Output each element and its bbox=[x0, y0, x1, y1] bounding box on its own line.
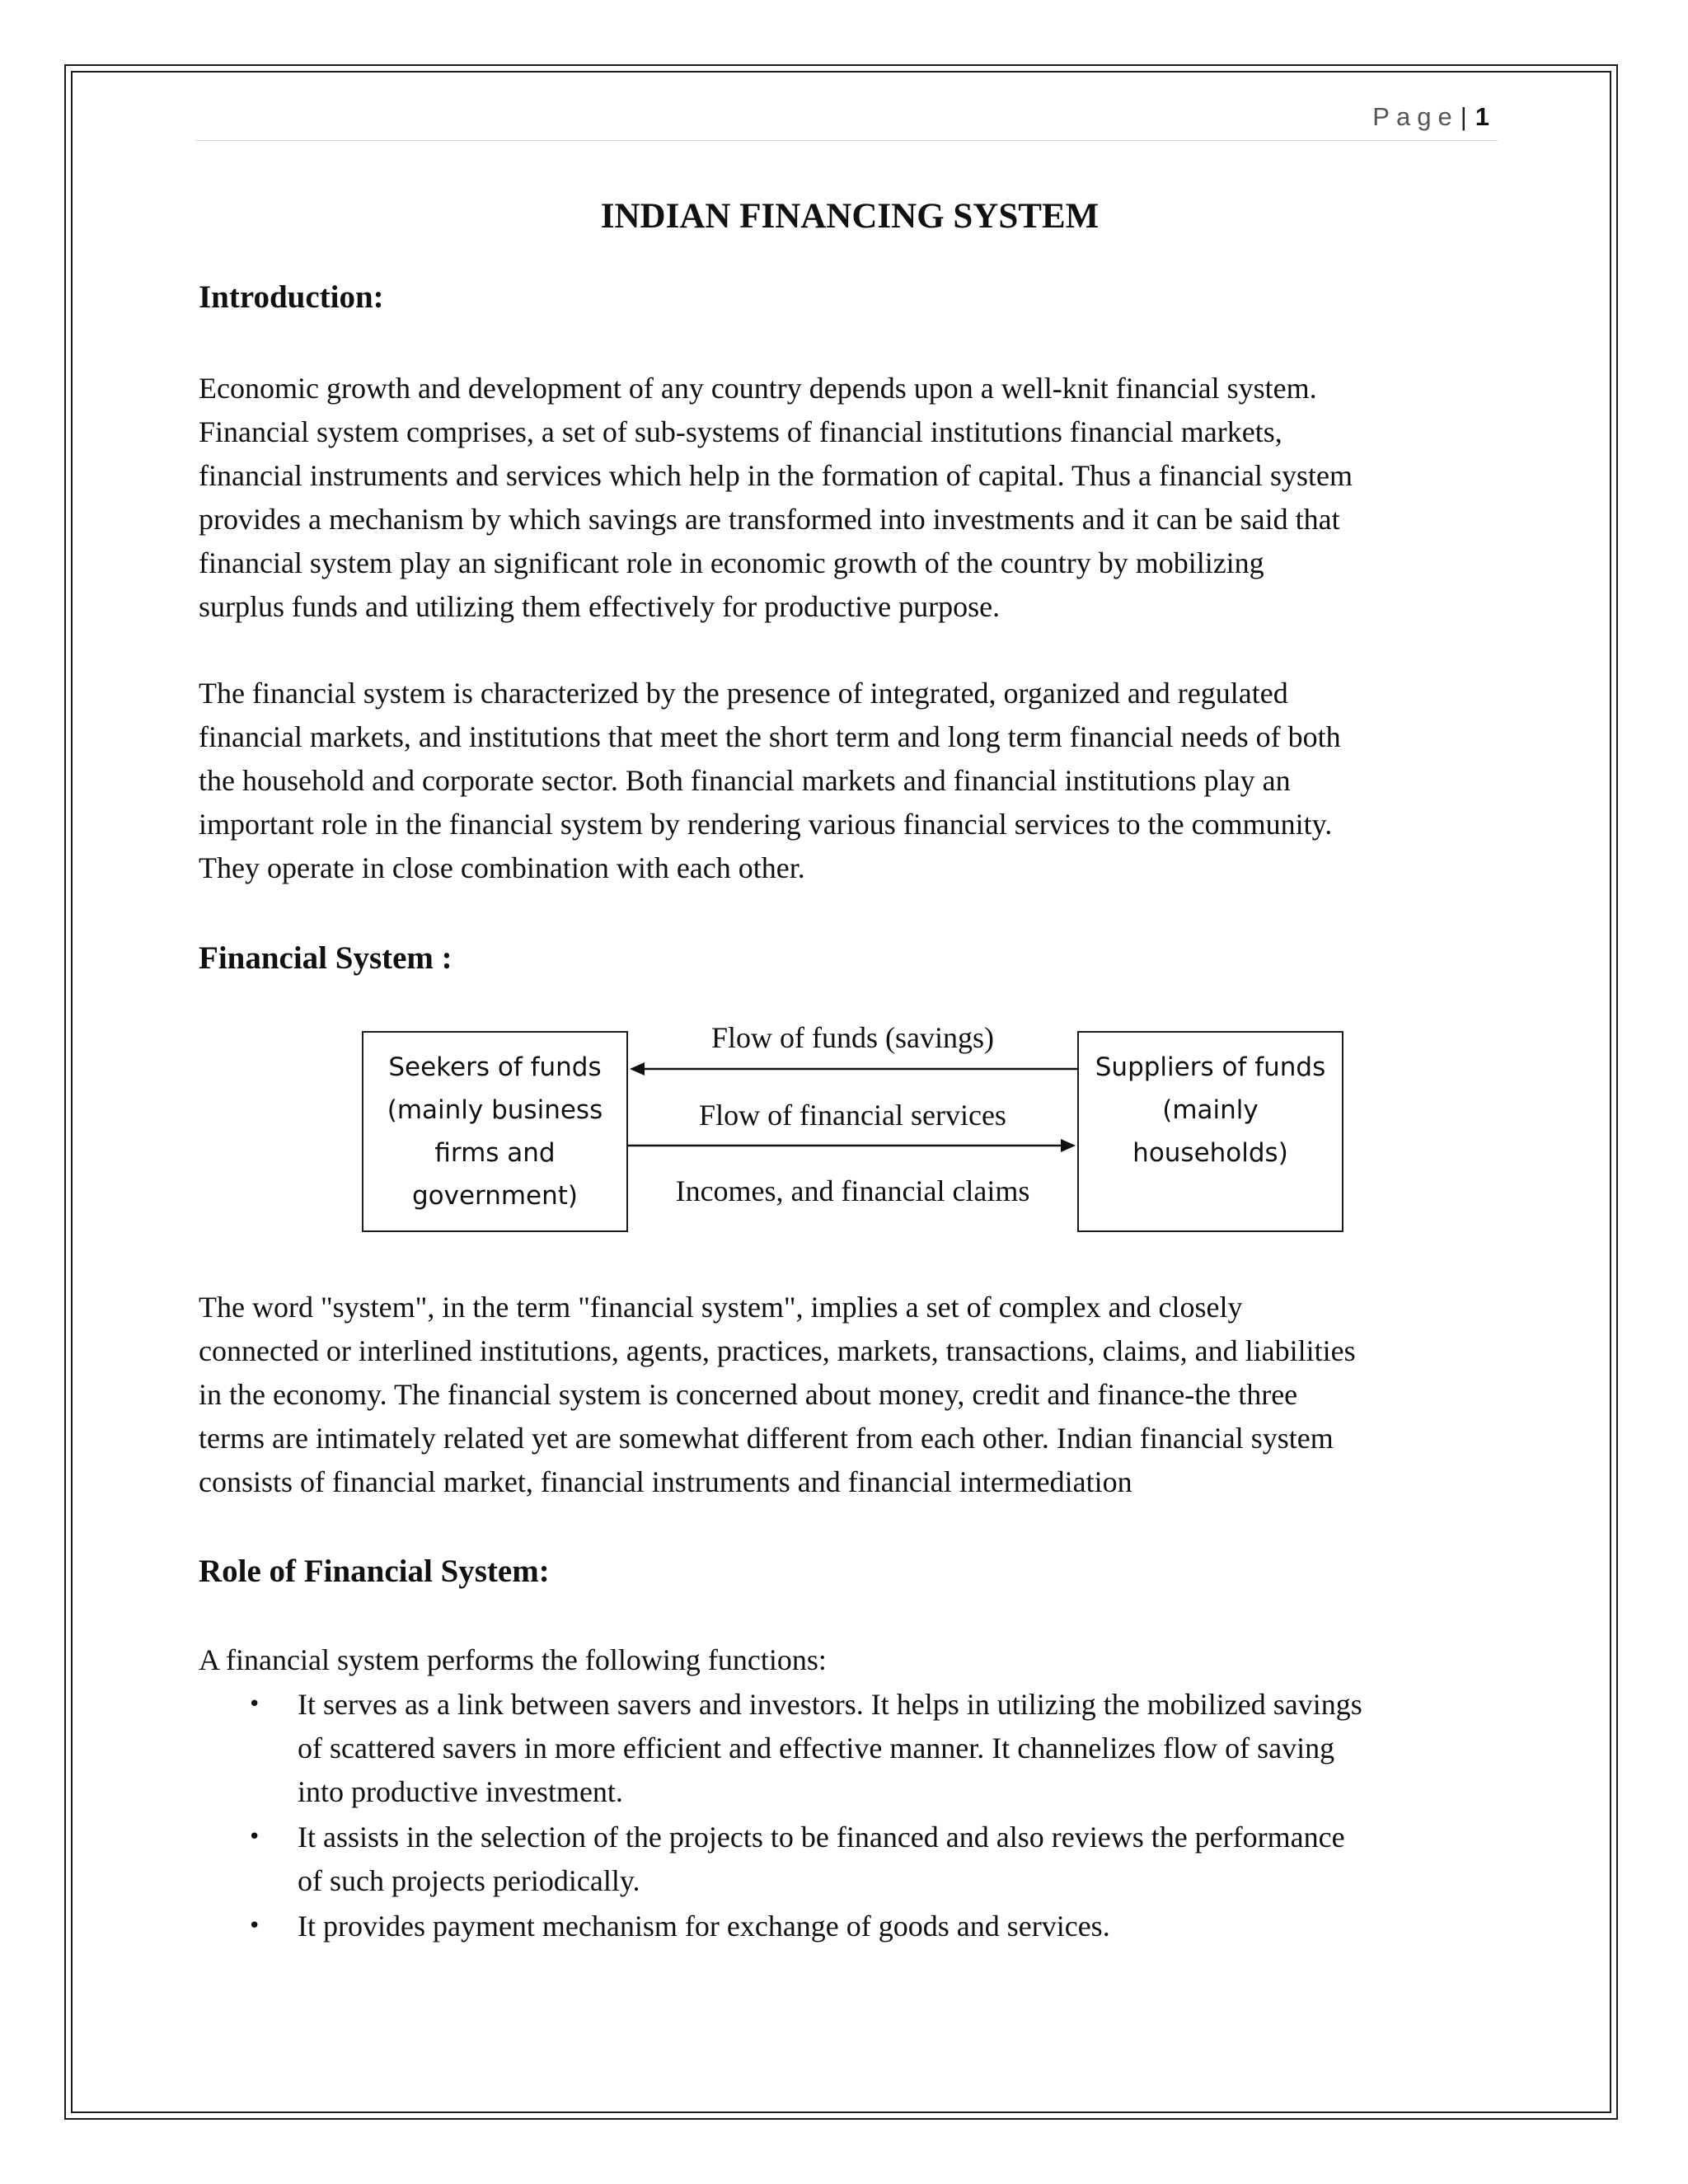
text-line: They operate in close combination with each other. bbox=[199, 851, 805, 884]
document-title: INDIAN FINANCING SYSTEM bbox=[600, 197, 1100, 236]
flow-of-services-label: Flow of financial services bbox=[699, 1099, 1006, 1132]
box-line: (mainly business bbox=[387, 1095, 603, 1125]
text-line: It assists in the selection of the projects to be financed and also reviews the performance bbox=[298, 1821, 1345, 1854]
text-line: The word "system", in the term "financial system", implies a set of complex and closely bbox=[199, 1291, 1243, 1324]
text-line: important role in the financial system by rendering various financial services to the community. bbox=[199, 808, 1333, 841]
text-line: of scattered savers in more efficient and effective manner. It channelizes flow of saving bbox=[298, 1732, 1335, 1765]
text-line: of such projects periodically. bbox=[298, 1864, 640, 1897]
text-line: the household and corporate sector. Both financial markets and financial institutions play an bbox=[199, 764, 1291, 797]
suppliers-of-funds-box bbox=[1077, 1031, 1343, 1232]
introduction-heading: Introduction: bbox=[199, 279, 384, 315]
text-line: Financial system comprises, a set of sub-systems of financial institutions financial markets, bbox=[199, 415, 1282, 448]
text-line: financial instruments and services which help in the formation of capital. Thus a financial system bbox=[199, 459, 1353, 492]
seekers-of-funds-box bbox=[362, 1031, 628, 1232]
arrow-left-icon bbox=[630, 1062, 1077, 1076]
incomes-claims-label: Incomes, and financial claims bbox=[675, 1174, 1030, 1207]
flow-of-funds-label: Flow of funds (savings) bbox=[711, 1021, 994, 1054]
role-bullet-list bbox=[199, 1683, 1501, 1950]
page-word: Page bbox=[1372, 102, 1459, 131]
introduction-paragraph-2 bbox=[199, 672, 1501, 890]
box-line: firms and bbox=[434, 1138, 556, 1168]
role-heading: Role of Financial System: bbox=[199, 1554, 550, 1589]
bullet-icon: • bbox=[248, 1692, 261, 1717]
box-line: government) bbox=[411, 1181, 579, 1211]
financial-system-paragraph bbox=[199, 1286, 1501, 1504]
box-line: Suppliers of funds bbox=[1095, 1052, 1326, 1082]
text-line: into productive investment. bbox=[298, 1775, 623, 1808]
page-separator: | bbox=[1460, 102, 1467, 131]
box-line: households) bbox=[1132, 1138, 1288, 1168]
text-line: It serves as a link between savers and investors. It helps in utilizing the mobilized savings bbox=[298, 1688, 1362, 1721]
text-line: financial markets, and institutions that meet the short term and long term financial needs of both bbox=[199, 720, 1341, 753]
list-item bbox=[199, 1816, 1501, 1903]
role-intro: A financial system performs the following functions: bbox=[199, 1643, 827, 1676]
page-number-label bbox=[1372, 102, 1489, 132]
text-line: surplus funds and utilizing them effectively for productive purpose. bbox=[199, 590, 1001, 623]
text-line: connected or interlined institutions, agents, practices, markets, transactions, claims, and liabilities bbox=[199, 1334, 1356, 1367]
bullet-icon: • bbox=[248, 1914, 261, 1938]
text-line: The financial system is characterized by the presence of integrated, organized and regulated bbox=[199, 677, 1288, 710]
page-number: 1 bbox=[1475, 102, 1489, 131]
text-line: Economic growth and development of any country depends upon a well-knit financial system. bbox=[199, 372, 1317, 405]
box-line: Seekers of funds bbox=[388, 1052, 602, 1082]
arrow-right-icon bbox=[628, 1139, 1076, 1152]
list-item bbox=[199, 1905, 1501, 1948]
text-line: in the economy. The financial system is concerned about money, credit and finance-the three bbox=[199, 1378, 1298, 1411]
box-line: (mainly bbox=[1162, 1095, 1259, 1125]
list-item bbox=[199, 1683, 1501, 1814]
text-line: It provides payment mechanism for exchange of goods and services. bbox=[298, 1910, 1110, 1943]
text-line: consists of financial market, financial instruments and financial intermediation bbox=[199, 1465, 1132, 1498]
financial-system-heading: Financial System : bbox=[199, 940, 452, 976]
text-line: provides a mechanism by which savings are transformed into investments and it can be said that bbox=[199, 503, 1340, 536]
introduction-paragraph-1 bbox=[199, 367, 1501, 629]
bullet-icon: • bbox=[248, 1825, 261, 1849]
page-header bbox=[195, 97, 1498, 141]
text-line: financial system play an significant role in economic growth of the country by mobilizing bbox=[199, 546, 1264, 579]
text-line: terms are intimately related yet are somewhat different from each other. Indian financial system bbox=[199, 1422, 1334, 1455]
